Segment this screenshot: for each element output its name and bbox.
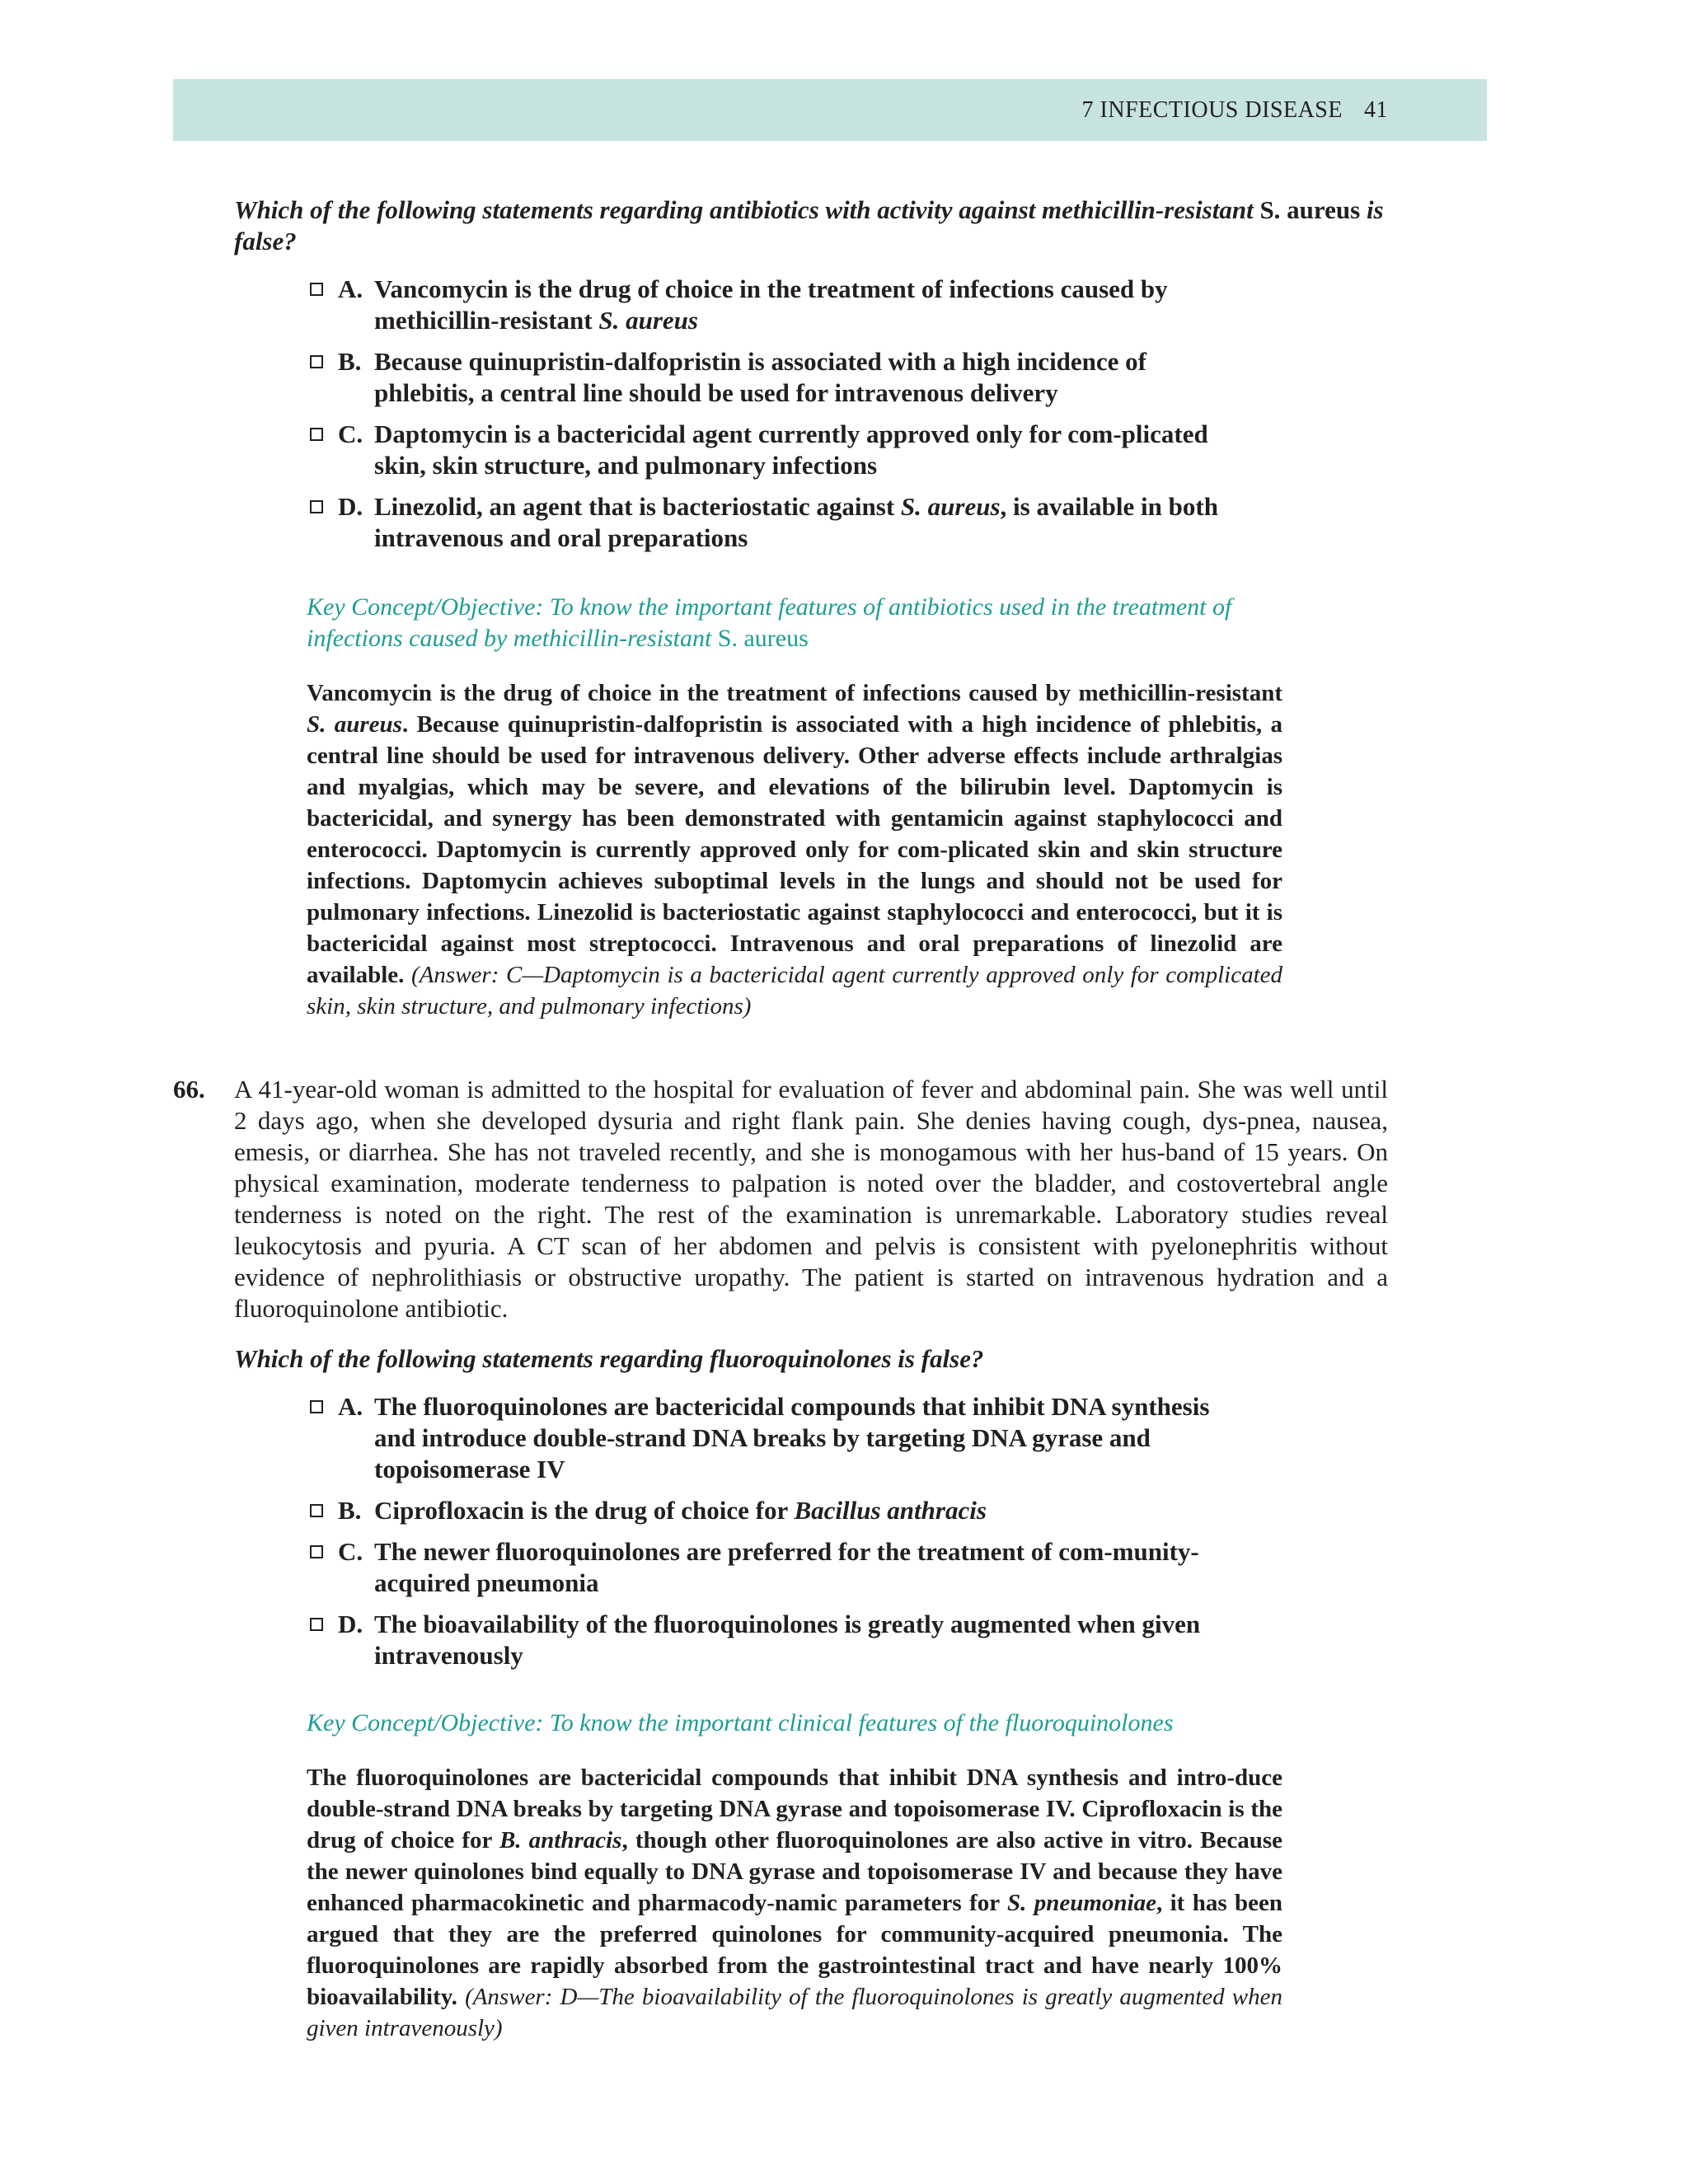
question-number: 66.: [173, 1075, 205, 1104]
explanation-text: The fluoroquinolones are bactericidal compounds that inhibit DNA synthesis and intro-duce double-strand DNA breaks by targeting DNA gyrase and topoisomerase IV. Ciprofloxacin is the drug of choice for: [307, 1765, 1282, 1854]
checkbox-icon[interactable]: [310, 1400, 323, 1413]
q65-option-c[interactable]: [305, 419, 1236, 481]
explanation-text-cont: . Because quinupristin-dalfopristin is associated with a high incidence of phlebitis, a central line should be used for intravenous delivery. Other adverse effects include arthralgias and myalgias, which may be severe, and elevations of the bilirubin level. Daptomycin is bactericidal, and synergy has been demonstrated with gentamicin against staphylococci and enterococci. Daptomycin is currently approved only for com-plicated skin and skin structure infections. Daptomycin achieves suboptimal levels in the lungs and should not be used for pulmonary infections. Linezolid is bacteriostatic against staphylococci and enterococci, but it is bactericidal against most streptococci. Intravenous and oral preparations of linezolid are available.: [307, 711, 1282, 988]
explanation-text-cont: , though other fluoroquinolones are also active in vitro. Because the newer quinolones bind equally to DNA gyrase and topoisomerase IV and because they have enhanced pharmacokinetic and pharmacody-namic parameters for: [307, 1827, 1282, 1916]
checkbox-icon[interactable]: [310, 1504, 323, 1517]
q66-explanation: [307, 1762, 1282, 2044]
q66-case: [173, 1074, 1388, 1324]
option-text: Linezolid, an agent that is bacteriostatic against: [374, 492, 901, 521]
option-letter: A.: [338, 274, 363, 303]
header-text: [1082, 97, 1388, 124]
key-concept-text: Key Concept/Objective: To know the important features of antibiotics used in the treatment of infections caused by methicillin-resistant: [307, 593, 1232, 652]
option-text: Daptomycin is a bactericidal agent currently approved only for com-plicated skin, skin structure, and pulmonary infections: [374, 419, 1208, 480]
chapter-title: 7 INFECTIOUS DISEASE: [1081, 97, 1343, 123]
option-letter: D.: [338, 1610, 363, 1638]
explanation-text-end: , it has been argued that they are the preferred quinolones for community-acquired pneumonia. The fluoroquinolones are rapidly absorbed from the gastrointestinal tract and have nearly 100% bioavailability.: [307, 1890, 1282, 2010]
key-concept-organism: S. aureus: [711, 625, 809, 652]
option-organism: Bacillus anthracis: [794, 1496, 987, 1525]
answer-text: (Answer: D—The bioavailability of the fluoroquinolones is greatly augmented when given intravenously): [307, 1984, 1282, 2041]
case-text: A 41-year-old woman is admitted to the hospital for evaluation of fever and abdominal pain. She was well until 2 days ago, when she developed dysuria and right flank pain. She denies having cough, dys-pnea, nausea, emesis, or diarrhea. She has not traveled recently, and she is monogamous with her hus-band of 15 years. On physical examination, moderate tenderness to palpation is noted over the bladder, and costovertebral angle tenderness is noted on the right. The rest of the examination is unremarkable. Laboratory studies reveal leukocytosis and pyuria. A CT scan of her abdomen and pelvis is consistent with pyelonephritis without evidence of nephrolithiasis or obstructive uropathy. The patient is started on intravenous hydration and a fluoroquinolone antibiotic.: [234, 1075, 1388, 1323]
running-header: [173, 79, 1487, 141]
q65-stem-organism: S. aureus: [1259, 195, 1361, 224]
q65-option-a[interactable]: [305, 274, 1236, 336]
q66-key-concept: [307, 1708, 1329, 1739]
q65-stem-text: Which of the following statements regarding antibiotics with activity against methicillin-resistant: [234, 195, 1254, 224]
page-number: 41: [1364, 97, 1388, 123]
explanation-organism-2: S. pneumoniae: [1006, 1890, 1156, 1916]
q65-stem-end: is false?: [234, 195, 1384, 255]
q65-stem: [234, 194, 1404, 257]
explanation-text: Vancomycin is the drug of choice in the treatment of infections caused by methicillin-resistant: [307, 680, 1282, 706]
q65-option-d[interactable]: [305, 491, 1236, 554]
option-letter: B.: [338, 1496, 362, 1525]
option-text: Because quinupristin-dalfopristin is associated with a high incidence of phlebitis, a central line should be used for intravenous delivery: [374, 347, 1147, 407]
checkbox-icon[interactable]: [310, 355, 323, 368]
checkbox-icon[interactable]: [310, 500, 323, 513]
checkbox-icon[interactable]: [310, 428, 323, 441]
option-letter: C.: [338, 1537, 363, 1566]
option-text: The fluoroquinolones are bactericidal compounds that inhibit DNA synthesis and introduce double-strand DNA breaks by targeting DNA gyrase and topoisomerase IV: [374, 1392, 1210, 1483]
option-text-end: , is available in both intravenous and oral preparations: [374, 492, 1218, 552]
q65-options: [305, 274, 1236, 564]
option-organism: S. aureus: [900, 492, 1001, 521]
q65-key-concept: [307, 592, 1329, 654]
key-concept-text: Key Concept/Objective: To know the important clinical features of the fluoroquinolones: [307, 1709, 1174, 1736]
q66-options: [305, 1391, 1236, 1681]
option-letter: A.: [338, 1392, 363, 1421]
option-text: Ciprofloxacin is the drug of choice for: [374, 1496, 795, 1525]
option-organism: S. aureus: [598, 306, 698, 335]
explanation-organism: B. anthracis: [499, 1827, 622, 1854]
option-text: The bioavailability of the fluoroquinolones is greatly augmented when given intravenously: [374, 1610, 1201, 1670]
explanation-organism: S. aureus: [307, 711, 402, 738]
q66-option-b[interactable]: [305, 1495, 1236, 1526]
option-letter: D.: [338, 492, 363, 521]
option-text: Vancomycin is the drug of choice in the treatment of infections caused by methicillin-resistant: [374, 274, 1168, 335]
checkbox-icon[interactable]: [310, 1545, 323, 1558]
q66-option-d[interactable]: [305, 1609, 1236, 1671]
q66-option-c[interactable]: [305, 1536, 1236, 1599]
option-letter: B.: [338, 347, 362, 376]
checkbox-icon[interactable]: [310, 283, 323, 296]
q66-stem: [234, 1343, 1404, 1375]
q66-stem-text: Which of the following statements regarding fluoroquinolones is false?: [234, 1344, 984, 1373]
q65-option-b[interactable]: [305, 346, 1236, 409]
option-letter: C.: [338, 419, 363, 448]
q65-explanation: [307, 677, 1282, 1022]
option-text: The newer fluoroquinolones are preferred for the treatment of com-munity-acquired pneumonia: [374, 1537, 1199, 1597]
checkbox-icon[interactable]: [310, 1618, 323, 1631]
q66-option-a[interactable]: [305, 1391, 1236, 1485]
answer-text: (Answer: C—Daptomycin is a bactericidal agent currently approved only for complicated skin, skin structure, and pulmonary infections): [307, 962, 1283, 1019]
